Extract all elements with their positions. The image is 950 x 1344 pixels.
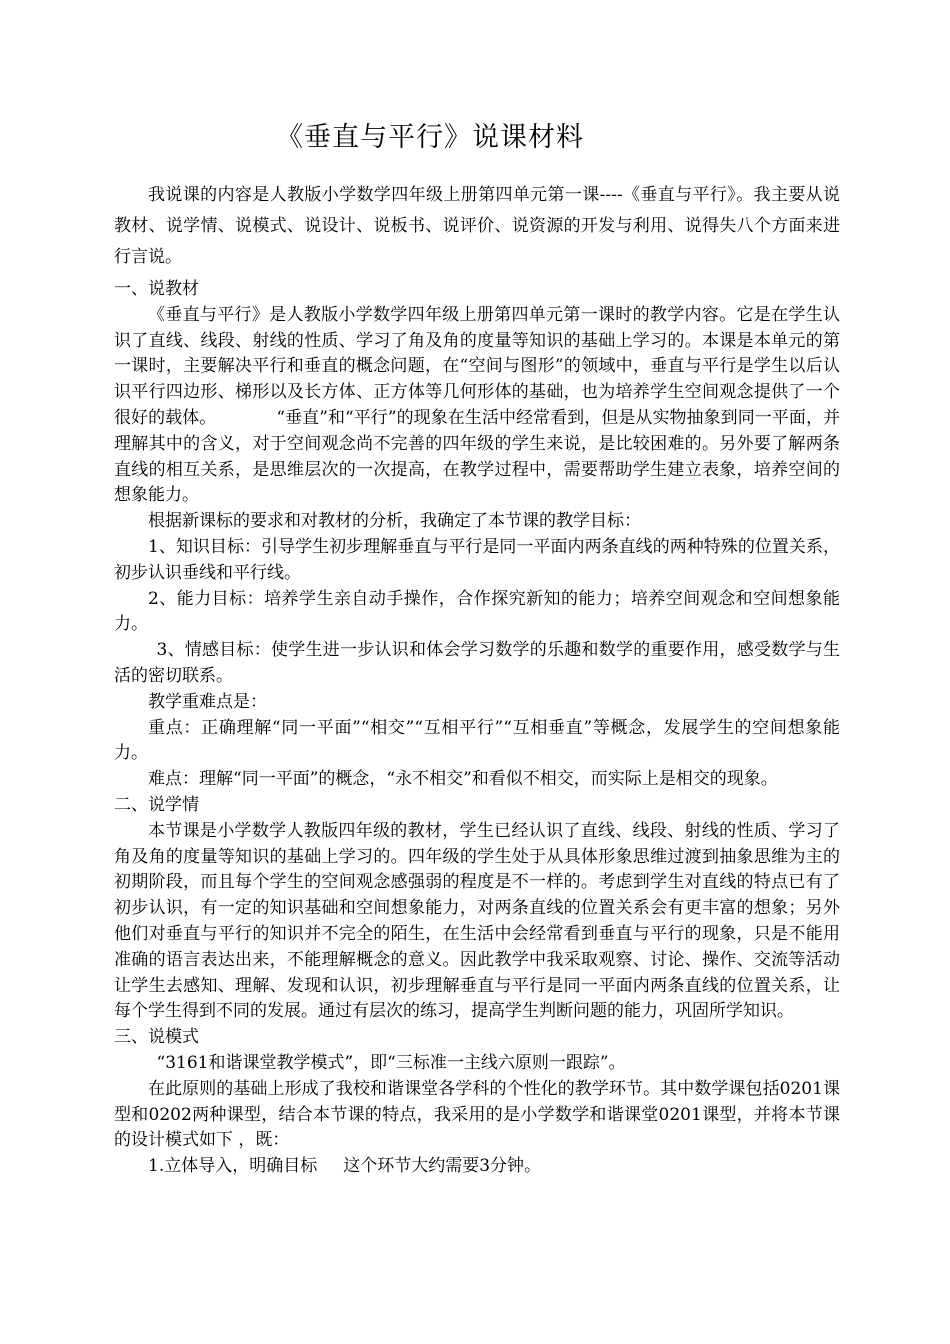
document-title: 《垂直与平行》说课材料 — [276, 122, 584, 153]
textbook-paragraph-part1: 《垂直与平行》是人教版小学数学四年级上册第四单元第一课时的教学内容。它是在学生认识了直线、线段、射线的性质、学习了角及角的度量等知识的基础上学习的。本课是本单元的第一课时，主要解决平行和垂直的概念问题，在“空间与图形”的领域中，垂直与平行是学生以后认识平行四边形、梯形以及长方体、正方体等几何形体的基础，也为培养学生空间观念提供了一个很好的载体。 — [114, 304, 840, 428]
section-heading-textbook: 一、说教材 — [114, 279, 199, 299]
step-one-title: 1.立体导入，明确目标 — [148, 1156, 318, 1177]
section-heading-model: 三、说模式 — [114, 1027, 199, 1048]
section-heading-students: 二、说学情 — [114, 794, 199, 815]
step-one — [114, 1154, 840, 1180]
goal-knowledge: 1、知识目标：引导学生初步理解垂直与平行是同一平面内两条直线的两种特殊的位置关系，初步认识垂线和平行线。 — [114, 536, 840, 583]
key-points-intro: 教学重难点是： — [148, 691, 267, 712]
textbook-paragraph-part2: “垂直”和“平行”的现象在生活中经常看到，但是从实物抽象到同一平面，并理解其中的含义，对于空间观念尚不完善的四年级的学生来说，是比较困难的。另外要了解两条直线的相互关系，是思维层次的一次提高，在教学过程中，需要帮助学生建立表象，培养空间的想象能力。 — [114, 407, 841, 506]
students-paragraph: 本节课是小学数学人教版四年级的教材，学生已经认识了直线、线段、射线的性质、学习了角及角的度量等知识的基础上学习的。四年级的学生处于从具体形象思维过渡到抽象思维为主的初期阶段，而且每个学生的空间观念感强弱的程度是不一样的。考虑到学生对直线的特点已有了初步认识，有一定的知识基础和空间想象能力，对两条直线的位置关系会有更丰富的想象；另外他们对垂直与平行的知识并不完全的陌生，在生活中会经常看到垂直与平行的现象，只是不能用准确的语言表达出来，不能理解概念的意义。因此教学中我采取观察、讨论、操作、交流等活动让学生去感知、理解、发现和认识，初步理解垂直与平行是同一平面内两条直线的位置关系，让每个学生得到不同的发展。通过有层次的练习，提高学生判断问题的能力，巩固所学知识。 — [114, 820, 840, 1022]
model-paragraph-1: “3161和谐课堂教学模式”，即“三标准一主线六原则一跟踪”。 — [156, 1052, 626, 1073]
intro-paragraph: 我说课的内容是人教版小学数学四年级上册第四单元第一课----《垂直与平行》。我主要从说教材、说学情、说模式、说设计、说板书、说评价、说资源的开发与利用、说得失八个方面来进行言说。 — [114, 185, 840, 267]
goals-intro-paragraph: 根据新课标的要求和对教材的分析，我确定了本节课的教学目标： — [148, 511, 641, 532]
model-paragraph-2: 在此原则的基础上形成了我校和谐课堂各学科的个性化的教学环节。其中数学课包括0201课型和0202两种课型，结合本节课的特点，我采用的是小学数学和谐课堂0201课型，并将本节课的设计模式如下 ，既： — [114, 1078, 840, 1151]
document-body — [114, 180, 840, 1180]
goal-ability: 2、能力目标：培养学生亲自动手操作，合作探究新知的能力；培养空间观念和空间想象能力。 — [114, 588, 840, 635]
textbook-paragraph — [114, 303, 840, 509]
step-one-duration: 这个环节大约需要3分钟。 — [343, 1156, 542, 1177]
difficult-point: 难点：理解“同一平面”的概念，“永不相交”和看似不相交，而实际上是相交的现象。 — [148, 769, 778, 790]
goal-emotion: 3、情感目标：使学生进一步认识和体会学习数学的乐趣和数学的重要作用，感受数学与生活的密切联系。 — [114, 640, 840, 686]
key-point: 重点：正确理解“同一平面”“相交”“互相平行”“互相垂直”等概念，发展学生的空间想象能力。 — [114, 717, 840, 764]
